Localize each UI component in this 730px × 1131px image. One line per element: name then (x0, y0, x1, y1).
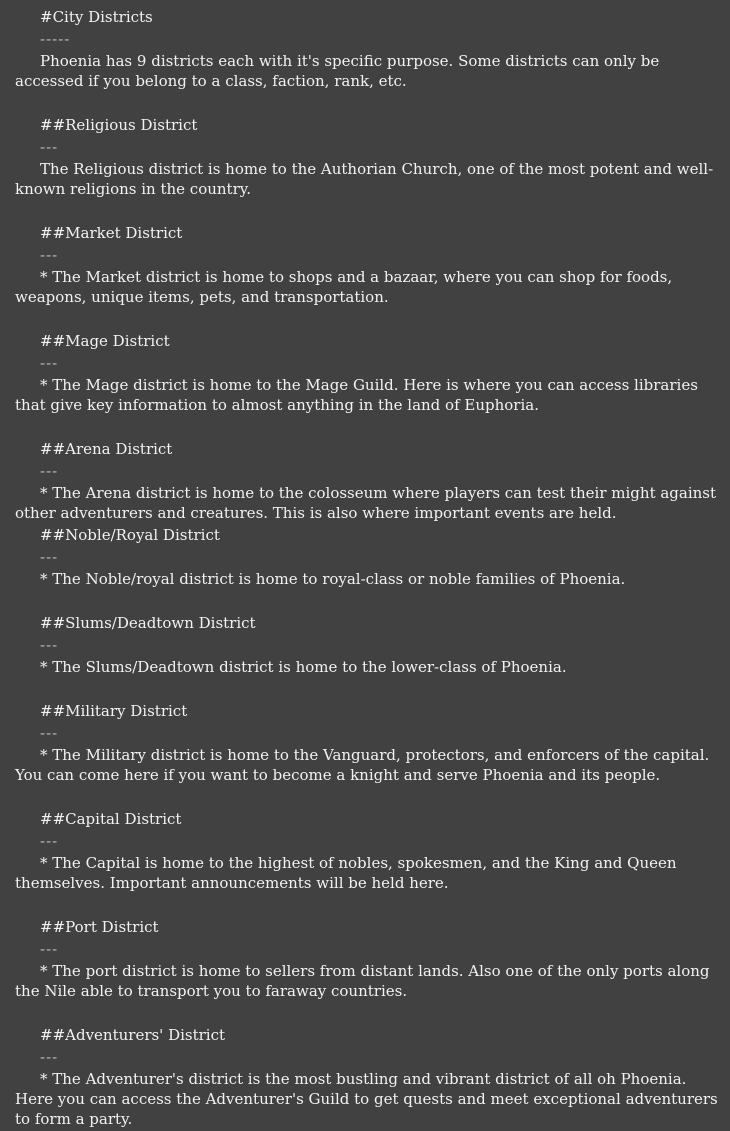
title-rule: ----- (40, 30, 71, 48)
section-text-religious-2: known religions in the country. (15, 180, 252, 198)
section-rule: --- (40, 724, 59, 742)
intro-line-2: accessed if you belong to a class, faction, rank, etc. (15, 72, 407, 90)
section-rule: --- (40, 246, 59, 264)
section-heading-adventurers: ##Adventurers' District (40, 1026, 226, 1044)
section-heading-market: ##Market District (40, 224, 183, 242)
section-heading-military: ##Military District (40, 702, 188, 720)
section-text-mage-2: that give key information to almost anything in the land of Euphoria. (15, 396, 539, 414)
page-title: #City Districts (40, 8, 153, 26)
section-rule: --- (40, 354, 59, 372)
section-text-religious-1: The Religious district is home to the Authorian Church, one of the most potent and well- (40, 160, 714, 178)
section-text-noble-royal-1: * The Noble/royal district is home to royal-class or noble families of Phoenia. (40, 570, 626, 588)
section-text-market-2: weapons, unique items, pets, and transportation. (15, 288, 389, 306)
section-text-market-1: * The Market district is home to shops and a bazaar, where you can shop for foods, (40, 268, 673, 286)
section-text-slums-1: * The Slums/Deadtown district is home to the lower-class of Phoenia. (40, 658, 567, 676)
section-rule: --- (40, 636, 59, 654)
section-heading-religious: ##Religious District (40, 116, 198, 134)
section-rule: --- (40, 832, 59, 850)
section-text-port-1: * The port district is home to sellers from distant lands. Also one of the only ports along (40, 962, 710, 980)
section-text-port-2: the Nile able to transport you to faraway countries. (15, 982, 408, 1000)
section-text-military-1: * The Military district is home to the Vanguard, protectors, and enforcers of the capital. (40, 746, 710, 764)
section-text-adventurers-1: * The Adventurer's district is the most bustling and vibrant district of all oh Phoenia. (40, 1070, 687, 1088)
section-rule: --- (40, 940, 59, 958)
section-heading-slums: ##Slums/Deadtown District (40, 614, 256, 632)
section-text-arena-2: other adventurers and creatures. This is also where important events are held. (15, 504, 617, 522)
section-text-military-2: You can come here if you want to become a knight and serve Phoenia and its people. (15, 766, 661, 784)
section-heading-arena: ##Arena District (40, 440, 173, 458)
section-text-capital-2: themselves. Important announcements will be held here. (15, 874, 449, 892)
section-heading-port: ##Port District (40, 918, 159, 936)
section-heading-noble-royal: ##Noble/Royal District (40, 526, 220, 544)
section-text-adventurers-3: to form a party. (15, 1110, 133, 1128)
section-heading-capital: ##Capital District (40, 810, 182, 828)
section-text-capital-1: * The Capital is home to the highest of nobles, spokesmen, and the King and Queen (40, 854, 677, 872)
section-rule: --- (40, 1048, 59, 1066)
section-heading-mage: ##Mage District (40, 332, 170, 350)
intro-line-1: Phoenia has 9 districts each with it's specific purpose. Some districts can only be (40, 52, 660, 70)
section-text-arena-1: * The Arena district is home to the colosseum where players can test their might against (40, 484, 717, 502)
section-text-mage-1: * The Mage district is home to the Mage Guild. Here is where you can access libraries (40, 376, 698, 394)
section-rule: --- (40, 548, 59, 566)
section-rule: --- (40, 462, 59, 480)
section-rule: --- (40, 138, 59, 156)
section-text-adventurers-2: Here you can access the Adventurer's Guild to get quests and meet exceptional adventurers (15, 1090, 718, 1108)
